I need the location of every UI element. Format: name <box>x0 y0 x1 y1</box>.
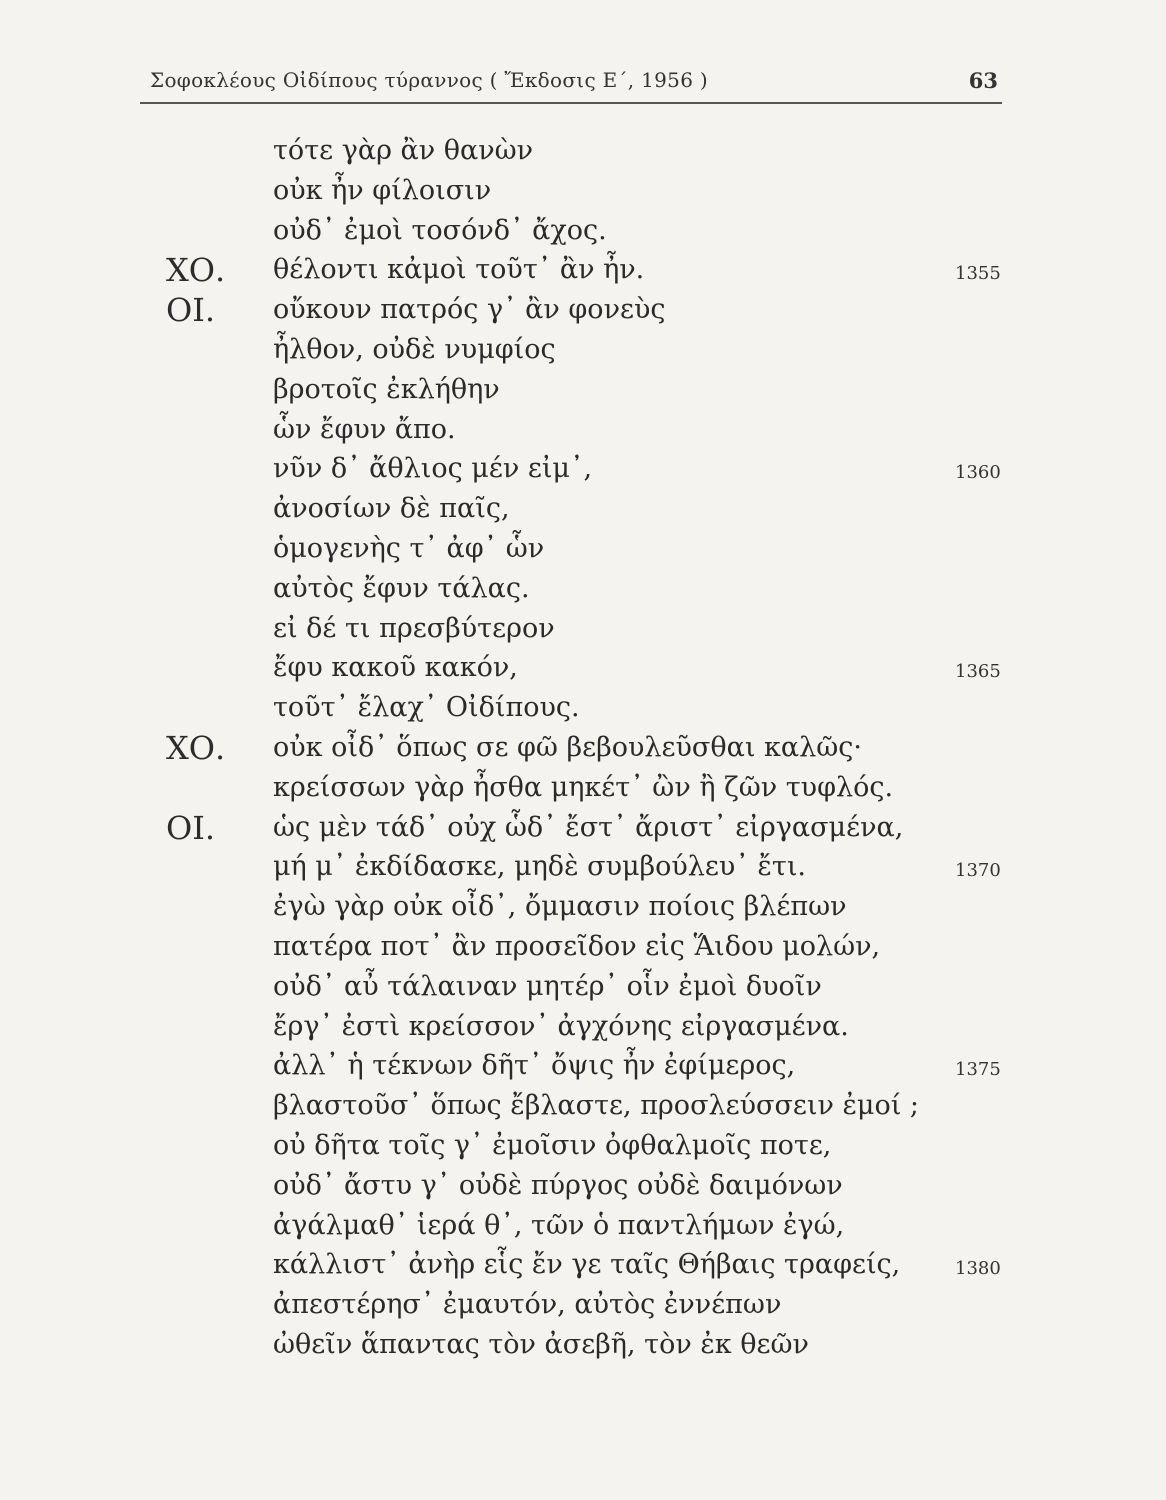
verse-text-line: βλαστοῦσ᾽ ὅπως ἔβλαστε, προσλεύσσειν ἐμοί ; <box>273 1090 919 1122</box>
verse-text-line: ὁμογενὴς τ᾽ ἀφ᾽ ὧν <box>273 532 545 564</box>
verse-text-line: οὔκουν πατρός γ᾽ ἂν φονεὺς <box>273 294 666 326</box>
line-number: 1380 <box>955 1258 1001 1280</box>
verse-text-line: ἀλλ᾽ ἡ τέκνων δῆτ᾽ ὄψις ἦν ἐφίμερος, <box>273 1050 796 1082</box>
verse-line <box>0 808 1166 848</box>
verse-text-line: οὐδ᾽ ἐμοὶ τοσόνδ᾽ ἄχος. <box>273 214 607 246</box>
verse-line <box>0 927 1166 967</box>
verse-text-line: αὐτὸς ἔφυν τάλας. <box>273 572 530 604</box>
line-number: 1360 <box>955 462 1001 484</box>
verse-text <box>0 131 1166 1365</box>
verse-text-line: θέλοντι κἀμοὶ τοῦτ᾽ ἂν ἦν. <box>273 254 645 286</box>
verse-text-line: πατέρα ποτ᾽ ἂν προσεῖδον εἰς Ἅιδου μολών, <box>273 930 881 962</box>
verse-line <box>0 290 1166 330</box>
verse-text-line: οὐδ᾽ αὖ τάλαιναν μητέρ᾽ οἷν ἐμοὶ δυοῖν <box>273 970 822 1002</box>
verse-line <box>0 1206 1166 1246</box>
verse-line <box>0 688 1166 728</box>
verse-text-line: ἀπεστέρησ᾽ ἐμαυτόν, αὐτὸς ἐννέπων <box>273 1289 782 1321</box>
line-number: 1365 <box>955 661 1001 683</box>
verse-text-line: ἔργ᾽ ἐστὶ κρείσσον᾽ ἀγχόνης εἰργασμένα. <box>273 1010 849 1042</box>
verse-text-line: μή μ᾽ ἐκδίδασκε, μηδὲ συμβούλευ᾽ ἔτι. <box>273 851 806 883</box>
verse-text-line: κρείσσων γὰρ ἦσθα μηκέτ᾽ ὢν ἢ ζῶν τυφλός. <box>273 771 894 803</box>
verse-text-line: ἐγὼ γὰρ οὐκ οἶδ᾽, ὄμμασιν ποίοις βλέπων <box>273 891 847 923</box>
verse-text-line: βροτοῖς ἐκλήθην <box>273 373 500 405</box>
verse-line <box>0 131 1166 171</box>
speaker-label: ΧΟ. <box>166 728 226 767</box>
verse-line <box>0 1245 1166 1285</box>
verse-line <box>0 529 1166 569</box>
verse-text-line: ὠθεῖν ἅπαντας τὸν ἀσεβῆ, τὸν ἐκ θεῶν <box>273 1328 809 1360</box>
verse-line <box>0 410 1166 450</box>
speaker-label: ΟΙ. <box>166 808 216 847</box>
header-title: Σοφοκλέους Οἰδίπους τύραννος ( Ἔκδοσις Ε΄, 1956 ) <box>150 68 708 92</box>
verse-line <box>0 569 1166 609</box>
line-number: 1355 <box>955 263 1001 285</box>
verse-line <box>0 847 1166 887</box>
verse-line <box>0 1325 1166 1365</box>
verse-line <box>0 887 1166 927</box>
verse-text-line: τοῦτ᾽ ἔλαχ᾽ Οἰδίπους. <box>273 692 580 724</box>
verse-text-line: νῦν δ᾽ ἄθλιος μέν εἰμ᾽, <box>273 453 593 485</box>
verse-line <box>0 370 1166 410</box>
verse-line <box>0 211 1166 251</box>
verse-text-line: οὐκ οἶδ᾽ ὅπως σε φῶ βεβουλεῦσθαι καλῶς· <box>273 731 862 763</box>
verse-line <box>0 1086 1166 1126</box>
verse-line <box>0 728 1166 768</box>
verse-line <box>0 768 1166 808</box>
verse-line <box>0 1166 1166 1206</box>
verse-line <box>0 330 1166 370</box>
verse-line <box>0 648 1166 688</box>
verse-text-line: ἀνοσίων δὲ παῖς, <box>273 493 510 525</box>
verse-text-line: οὐδ᾽ ἄστυ γ᾽ οὐδὲ πύργος οὐδὲ δαιμόνων <box>273 1169 843 1201</box>
verse-text-line: κάλλιστ᾽ ἀνὴρ εἷς ἔν γε ταῖς Θήβαις τραφείς, <box>273 1249 901 1281</box>
verse-line <box>0 1126 1166 1166</box>
verse-text-line: ἔφυ κακοῦ κακόν, <box>273 652 518 684</box>
verse-line <box>0 250 1166 290</box>
line-number: 1370 <box>955 860 1001 882</box>
verse-text-line: ἦλθον, οὐδὲ νυμφίος <box>273 333 556 365</box>
line-number: 1375 <box>955 1059 1001 1081</box>
verse-line <box>0 489 1166 529</box>
running-header <box>140 62 1002 104</box>
verse-text-line: ὧν ἔφυν ἄπο. <box>273 413 456 445</box>
speaker-label: ΟΙ. <box>166 291 216 330</box>
verse-text-line: οὐκ ἦν φίλοισιν <box>273 174 492 206</box>
verse-line <box>0 449 1166 489</box>
verse-line <box>0 1046 1166 1086</box>
verse-line <box>0 609 1166 649</box>
verse-text-line: ὡς μὲν τάδ᾽ οὐχ ὧδ᾽ ἔστ᾽ ἄριστ᾽ εἰργασμένα, <box>273 811 904 843</box>
verse-text-line: τότε γὰρ ἂν θανὼν <box>273 135 534 166</box>
page-number: 63 <box>968 68 998 93</box>
verse-line <box>0 1007 1166 1047</box>
verse-line <box>0 171 1166 211</box>
verse-text-line: οὐ δῆτα τοῖς γ᾽ ἐμοῖσιν ὀφθαλμοῖς ποτε, <box>273 1129 832 1161</box>
speaker-label: ΧΟ. <box>166 251 226 290</box>
verse-line <box>0 1285 1166 1325</box>
verse-text-line: ἀγάλμαθ᾽ ἱερά θ᾽, τῶν ὁ παντλήμων ἐγώ, <box>273 1209 845 1241</box>
verse-line <box>0 967 1166 1007</box>
verse-text-line: εἰ δέ τι πρεσβύτερον <box>273 612 555 644</box>
